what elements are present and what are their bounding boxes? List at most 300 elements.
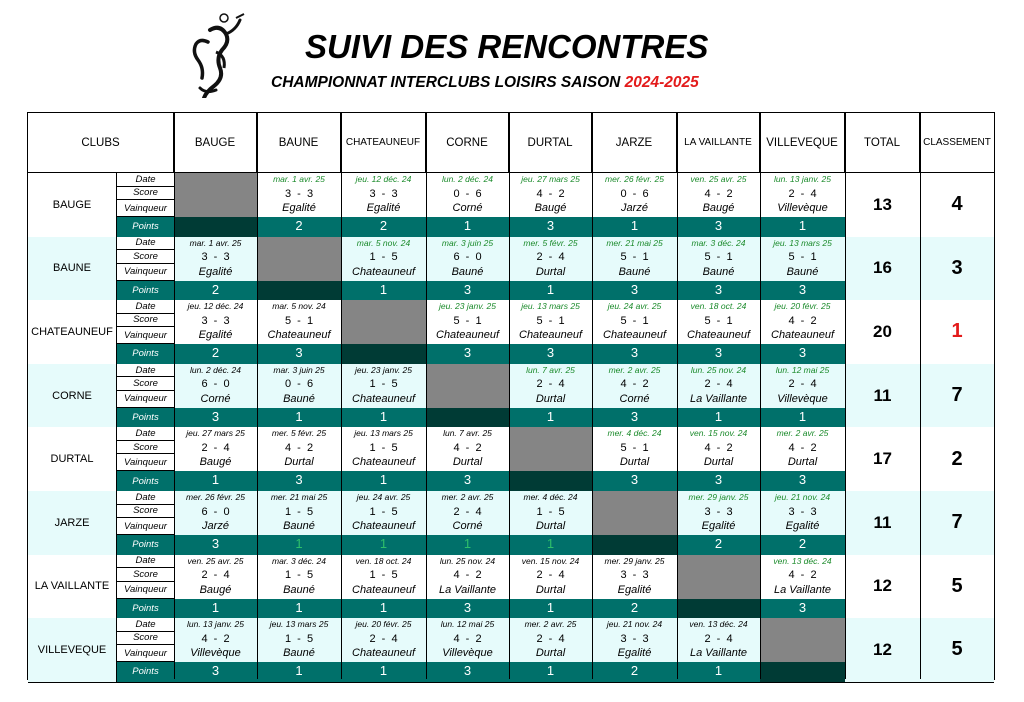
row-label-score: Score <box>116 568 174 582</box>
match-date: jeu. 24 avr. 25 <box>607 301 662 312</box>
match-date: mer. 29 janv. 25 <box>604 555 665 566</box>
match-points: 3 <box>760 599 845 619</box>
match-score: 0 - 6 <box>284 378 314 391</box>
match-score: 4 - 2 <box>453 441 482 454</box>
match-date: mer. 2 avr. 25 <box>608 364 661 375</box>
match-score: 3 - 3 <box>201 314 230 327</box>
match-winner: Chateauneuf <box>352 456 415 469</box>
match-winner: Chateauneuf <box>352 265 415 278</box>
match-winner: Bauné <box>283 583 315 596</box>
match-score: 5 - 1 <box>704 251 733 264</box>
row-label-points: Points <box>116 662 174 682</box>
header-col-corne: CORNE <box>426 113 509 172</box>
match-winner: La Vaillante <box>438 583 497 596</box>
match-points: 2 <box>760 535 845 555</box>
match-winner: Bauné <box>702 265 735 278</box>
match-points: 3 <box>592 344 677 364</box>
column-divider <box>426 113 427 679</box>
row-label-points: Points <box>116 217 174 237</box>
match-date: ven. 25 avr. 25 <box>690 174 747 184</box>
self-match-block <box>509 427 592 471</box>
match-winner: Baugé <box>199 583 232 596</box>
match-points: 3 <box>174 662 257 682</box>
match-score: 1 - 5 <box>284 632 314 645</box>
match-score: 1 - 5 <box>536 505 565 518</box>
match-date: jeu. 23 janv. 25 <box>354 364 413 375</box>
match-score: 1 - 5 <box>369 569 398 582</box>
row-label-score: Score <box>116 187 174 201</box>
header-col-la-vaillante: LA VAILLANTE <box>677 113 760 172</box>
match-points: 3 <box>592 408 677 428</box>
match-winner: Egalité <box>701 520 736 532</box>
match-score: 3 - 3 <box>201 251 230 264</box>
match-points: 1 <box>341 471 426 491</box>
match-date: jeu. 21 nov. 24 <box>774 492 831 502</box>
match-points: 1 <box>257 535 341 555</box>
club-total: 20 <box>873 321 892 341</box>
match-score: 3 - 3 <box>369 187 398 200</box>
match-points: 3 <box>760 471 845 491</box>
match-score: 4 - 2 <box>201 632 230 645</box>
match-date: jeu. 13 mars 25 <box>521 301 580 312</box>
club-name: VILLEVEQUE <box>37 643 107 656</box>
match-date: mer. 2 avr. 25 <box>524 619 577 630</box>
match-points: 1 <box>174 471 257 491</box>
match-date: mer. 5 févr. 25 <box>523 237 578 248</box>
match-winner: La Vaillante <box>689 392 748 405</box>
match-score: 5 - 1 <box>620 441 649 454</box>
row-label-vainqueur: Vainqueur <box>116 391 174 408</box>
match-score: 6 - 0 <box>201 505 230 518</box>
club-name: BAUGE <box>52 198 92 211</box>
self-match-points-block <box>257 281 341 301</box>
match-winner: Villevèque <box>442 647 493 660</box>
match-score: 4 - 2 <box>453 569 482 582</box>
match-score: 4 - 2 <box>704 441 733 454</box>
match-score: 5 - 1 <box>620 314 649 327</box>
club-total: 13 <box>873 194 892 214</box>
match-score: 3 - 3 <box>788 505 817 518</box>
match-date: jeu. 12 déc. 24 <box>355 174 412 184</box>
match-winner: Egalité <box>785 520 820 532</box>
header-col-bauge: BAUGE <box>174 113 257 172</box>
match-date: ven. 15 nov. 24 <box>521 555 580 566</box>
row-label-vainqueur: Vainqueur <box>116 518 174 535</box>
match-points: 3 <box>426 344 509 364</box>
match-date: lun. 13 janv. 25 <box>773 174 832 184</box>
self-match-points-block <box>677 599 760 619</box>
match-winner: Jarzé <box>621 202 648 214</box>
row-label-score: Score <box>116 632 174 646</box>
match-score: 0 - 6 <box>453 187 482 200</box>
match-points: 3 <box>257 471 341 491</box>
match-date: mer. 5 févr. 25 <box>271 428 327 439</box>
season-label: 2024-2025 <box>624 74 699 91</box>
match-winner: Chateauneuf <box>352 520 415 532</box>
match-winner: Chateauneuf <box>603 329 666 342</box>
match-winner: Egalité <box>198 329 233 342</box>
row-label-points: Points <box>116 599 174 619</box>
row-label-vainqueur: Vainqueur <box>116 200 174 217</box>
match-date: mar. 3 juin 25 <box>441 237 494 248</box>
row-label-date: Date <box>116 618 174 632</box>
club-rank: 7 <box>951 511 963 534</box>
match-date: mer. 4 déc. 24 <box>523 492 578 502</box>
header-rank: CLASSEMENT <box>923 137 991 148</box>
match-score: 4 - 2 <box>704 187 733 200</box>
match-score: 5 - 1 <box>284 314 314 327</box>
match-date: mar. 3 déc. 24 <box>271 555 327 566</box>
self-match-block <box>677 555 760 599</box>
row-label-score: Score <box>116 505 174 519</box>
self-match-block <box>341 300 426 344</box>
match-date: lun. 25 nov. 24 <box>690 364 747 375</box>
match-winner: Egalité <box>198 265 233 278</box>
match-date: lun. 25 nov. 24 <box>439 555 496 566</box>
match-date: jeu. 13 mars 25 <box>269 619 329 630</box>
match-score: 1 - 5 <box>369 251 398 264</box>
club-name: LA VAILLANTE <box>34 580 110 593</box>
match-score: 4 - 2 <box>284 441 314 454</box>
self-match-points-block <box>174 217 257 237</box>
club-total: 16 <box>873 258 892 278</box>
match-points: 1 <box>426 217 509 237</box>
self-match-block <box>760 618 845 662</box>
club-total: 12 <box>873 576 892 596</box>
column-divider <box>920 113 921 679</box>
match-points: 1 <box>509 535 592 555</box>
match-date: lun. 2 déc. 24 <box>441 174 494 184</box>
self-match-block <box>426 364 509 408</box>
match-points: 1 <box>509 281 592 301</box>
match-date: mar. 5 nov. 24 <box>356 237 411 248</box>
match-points: 1 <box>257 408 341 428</box>
match-winner: Baugé <box>199 456 232 469</box>
badminton-player-icon <box>186 12 250 98</box>
self-match-points-block <box>341 344 426 364</box>
header-col-durtal: DURTAL <box>509 113 592 172</box>
match-winner: Chateauneuf <box>352 583 415 596</box>
match-points: 3 <box>677 471 760 491</box>
match-score: 2 - 4 <box>536 632 565 645</box>
match-date: mar. 5 nov. 24 <box>272 301 326 312</box>
self-match-points-block <box>509 471 592 491</box>
match-points: 1 <box>509 408 592 428</box>
row-label-points: Points <box>116 471 174 491</box>
match-points: 3 <box>426 662 509 682</box>
match-winner: Bauné <box>283 520 315 532</box>
column-divider <box>257 113 258 679</box>
row-label-date: Date <box>116 491 174 505</box>
match-points: 2 <box>257 217 341 237</box>
match-score: 2 - 4 <box>536 569 565 582</box>
match-date: mer. 26 févr. 25 <box>186 492 245 502</box>
match-points: 1 <box>257 662 341 682</box>
match-points: 3 <box>426 599 509 619</box>
match-date: lun. 12 mai 25 <box>440 619 495 630</box>
row-label-score: Score <box>116 377 174 391</box>
match-date: lun. 13 janv. 25 <box>186 619 245 630</box>
match-winner: Durtal <box>535 647 566 660</box>
match-points: 1 <box>257 599 341 619</box>
match-winner: Chateauneuf <box>352 647 415 660</box>
match-winner: Chateauneuf <box>267 329 331 342</box>
match-points: 3 <box>174 408 257 428</box>
match-score: 2 - 4 <box>536 251 565 264</box>
row-label-vainqueur: Vainqueur <box>116 454 174 471</box>
row-label-points: Points <box>116 281 174 301</box>
column-divider <box>509 113 510 679</box>
match-score: 4 - 2 <box>788 441 817 454</box>
match-date: mer. 21 mai 25 <box>270 492 328 502</box>
match-date: jeu. 12 déc. 24 <box>187 301 244 312</box>
match-score: 5 - 1 <box>453 314 482 327</box>
club-rank: 3 <box>951 256 963 279</box>
club-name: CHATEAUNEUF <box>31 325 113 338</box>
match-winner: Bauné <box>618 265 651 278</box>
match-winner: Durtal <box>619 456 650 469</box>
match-winner: Chateauneuf <box>352 392 415 405</box>
row-label-score: Score <box>116 250 174 264</box>
match-points: 3 <box>257 344 341 364</box>
match-winner: Durtal <box>535 520 566 532</box>
column-divider <box>341 113 342 679</box>
match-date: mer. 29 janv. 25 <box>688 492 749 502</box>
match-date: ven. 25 avr. 25 <box>187 555 244 566</box>
match-date: mar. 3 juin 25 <box>273 364 325 375</box>
match-winner: Baugé <box>702 202 735 214</box>
page-title: SUIVI DES RENCONTRES <box>305 28 709 65</box>
match-date: mar. 3 déc. 24 <box>691 237 746 248</box>
match-date: jeu. 13 mars 25 <box>354 428 413 439</box>
row-label-date: Date <box>116 173 174 187</box>
match-winner: Egalité <box>617 583 652 596</box>
match-date: lun. 12 mai 25 <box>775 364 830 375</box>
match-score: 5 - 1 <box>704 314 733 327</box>
match-points: 2 <box>174 344 257 364</box>
match-points: 3 <box>426 471 509 491</box>
match-winner: Durtal <box>787 456 818 469</box>
match-date: mar. 1 avr. 25 <box>189 237 242 248</box>
match-score: 4 - 2 <box>536 187 565 200</box>
match-date: mer. 4 déc. 24 <box>607 428 662 439</box>
match-score: 3 - 3 <box>704 505 733 518</box>
match-winner: Chateauneuf <box>519 329 582 342</box>
match-points: 3 <box>677 217 760 237</box>
column-divider <box>174 113 175 679</box>
match-points: 1 <box>426 535 509 555</box>
column-divider <box>677 113 678 679</box>
club-rank: 4 <box>951 193 963 216</box>
club-name: CORNE <box>52 389 92 402</box>
match-winner: Durtal <box>284 456 314 469</box>
match-winner: Durtal <box>452 456 483 469</box>
row-label-date: Date <box>116 237 174 251</box>
match-score: 2 - 4 <box>453 505 482 518</box>
match-date: lun. 7 avr. 25 <box>526 364 575 375</box>
match-points: 1 <box>174 599 257 619</box>
row-label-vainqueur: Vainqueur <box>116 264 174 281</box>
row-label-date: Date <box>116 300 174 314</box>
match-date: jeu. 27 mars 25 <box>521 174 580 184</box>
match-winner: Chateauneuf <box>771 329 834 342</box>
match-points: 1 <box>677 408 760 428</box>
match-winner: Durtal <box>703 456 734 469</box>
match-winner: Egalité <box>366 202 401 214</box>
match-winner: Baugé <box>534 202 567 214</box>
match-date: mer. 26 févr. 25 <box>605 174 664 184</box>
match-points: 3 <box>760 281 845 301</box>
self-match-points-block <box>760 662 845 682</box>
row-label-vainqueur: Vainqueur <box>116 645 174 662</box>
match-score: 1 - 5 <box>369 378 398 391</box>
club-total: 12 <box>873 639 892 659</box>
match-score: 3 - 3 <box>620 632 649 645</box>
page-header <box>0 0 1024 108</box>
match-winner: Egalité <box>282 202 316 214</box>
match-points: 2 <box>341 217 426 237</box>
match-points: 1 <box>341 281 426 301</box>
match-points: 2 <box>677 535 760 555</box>
match-score: 6 - 0 <box>201 378 230 391</box>
match-points: 3 <box>592 281 677 301</box>
match-score: 1 - 5 <box>284 569 314 582</box>
row-label-score: Score <box>116 441 174 455</box>
row-label-vainqueur: Vainqueur <box>116 582 174 599</box>
match-score: 2 - 4 <box>788 187 817 200</box>
header-col-chateauneuf: CHATEAUNEUF <box>341 113 426 172</box>
match-score: 5 - 1 <box>620 251 649 264</box>
match-score: 2 - 4 <box>788 378 817 391</box>
match-score: 1 - 5 <box>284 505 314 518</box>
match-points: 3 <box>592 471 677 491</box>
match-points: 2 <box>592 599 677 619</box>
match-score: 4 - 2 <box>788 314 817 327</box>
self-match-block <box>174 173 257 217</box>
match-points: 1 <box>509 599 592 619</box>
match-winner: Durtal <box>535 583 566 596</box>
match-points: 1 <box>341 599 426 619</box>
match-winner: Chateauneuf <box>436 329 499 342</box>
match-points: 1 <box>760 408 845 428</box>
match-score: 2 - 4 <box>536 378 565 391</box>
match-score: 4 - 2 <box>620 378 649 391</box>
match-points: 1 <box>341 662 426 682</box>
self-match-points-block <box>592 535 677 555</box>
column-divider <box>760 113 761 679</box>
match-date: mer. 2 avr. 25 <box>441 492 494 502</box>
row-label-date: Date <box>116 555 174 569</box>
header-clubs: CLUBS <box>28 113 174 172</box>
match-points: 1 <box>677 662 760 682</box>
match-score: 0 - 6 <box>620 187 649 200</box>
match-score: 4 - 2 <box>788 569 817 582</box>
match-winner: Bauné <box>283 392 315 405</box>
row-divider <box>28 682 994 683</box>
match-date: jeu. 21 nov. 24 <box>606 619 663 630</box>
match-points: 3 <box>426 281 509 301</box>
club-total: 11 <box>873 512 892 532</box>
match-date: lun. 2 déc. 24 <box>189 364 242 375</box>
match-winner: Durtal <box>535 265 566 278</box>
self-match-points-block <box>426 408 509 428</box>
match-date: mer. 21 mai 25 <box>606 237 663 248</box>
match-winner: La Vaillante <box>773 583 832 596</box>
row-label-points: Points <box>116 408 174 428</box>
match-score: 1 - 5 <box>369 505 398 518</box>
header-total: TOTAL <box>845 113 920 172</box>
match-date: jeu. 23 janv. 25 <box>438 301 497 312</box>
match-date: ven. 13 déc. 24 <box>773 555 832 566</box>
match-score: 4 - 2 <box>453 632 482 645</box>
match-winner: Corné <box>619 392 650 405</box>
subtitle-text: CHAMPIONNAT INTERCLUBS LOISIRS SAISON <box>271 74 621 91</box>
match-winner: Bauné <box>283 647 315 660</box>
match-winner: Corné <box>452 520 483 532</box>
match-date: lun. 7 avr. 25 <box>443 428 492 439</box>
match-date: ven. 15 nov. 24 <box>689 428 748 439</box>
match-winner: Villevèque <box>777 202 828 214</box>
match-points: 3 <box>677 281 760 301</box>
match-score: 6 - 0 <box>453 251 482 264</box>
header-col-villeveque: VILLEVEQUE <box>760 113 845 172</box>
match-winner: Bauné <box>786 265 819 278</box>
club-rank: 7 <box>951 384 963 407</box>
club-name: DURTAL <box>50 453 94 466</box>
club-total: 17 <box>873 449 892 469</box>
club-name: JARZE <box>54 516 90 529</box>
match-date: jeu. 13 mars 25 <box>773 237 832 248</box>
match-points: 1 <box>592 217 677 237</box>
match-score: 5 - 1 <box>788 251 817 264</box>
match-points: 3 <box>509 344 592 364</box>
club-name: BAUNE <box>53 262 91 275</box>
match-score: 2 - 4 <box>369 632 398 645</box>
match-date: jeu. 27 mars 25 <box>186 428 245 439</box>
match-points: 1 <box>341 408 426 428</box>
match-points: 3 <box>760 344 845 364</box>
club-rank: 1 <box>951 320 963 343</box>
match-score: 2 - 4 <box>704 632 733 645</box>
page-subtitle <box>271 74 699 92</box>
row-label-points: Points <box>116 344 174 364</box>
match-score: 1 - 5 <box>369 441 398 454</box>
results-table <box>27 112 995 680</box>
row-label-score: Score <box>116 314 174 328</box>
match-winner: Jarzé <box>202 520 229 532</box>
header-col-jarze: JARZE <box>592 113 677 172</box>
match-points: 2 <box>592 662 677 682</box>
match-winner: Villevèque <box>777 392 828 405</box>
match-date: jeu. 24 avr. 25 <box>356 492 411 502</box>
column-divider <box>592 113 593 679</box>
club-total: 11 <box>873 385 892 405</box>
match-date: ven. 13 déc. 24 <box>689 619 748 630</box>
match-date: ven. 18 oct. 24 <box>355 555 412 566</box>
row-label-date: Date <box>116 364 174 378</box>
match-score: 3 - 3 <box>620 569 649 582</box>
match-winner: Chateauneuf <box>687 329 750 342</box>
match-date: ven. 18 oct. 24 <box>690 301 747 312</box>
match-score: 2 - 4 <box>201 569 230 582</box>
header-col-baune: BAUNE <box>257 113 341 172</box>
match-points: 1 <box>341 535 426 555</box>
match-date: jeu. 20 févr. 25 <box>774 301 831 312</box>
match-date: mar. 1 avr. 25 <box>273 174 325 184</box>
match-winner: Villevèque <box>190 647 241 660</box>
match-winner: Corné <box>452 202 483 214</box>
row-label-vainqueur: Vainqueur <box>116 327 174 344</box>
